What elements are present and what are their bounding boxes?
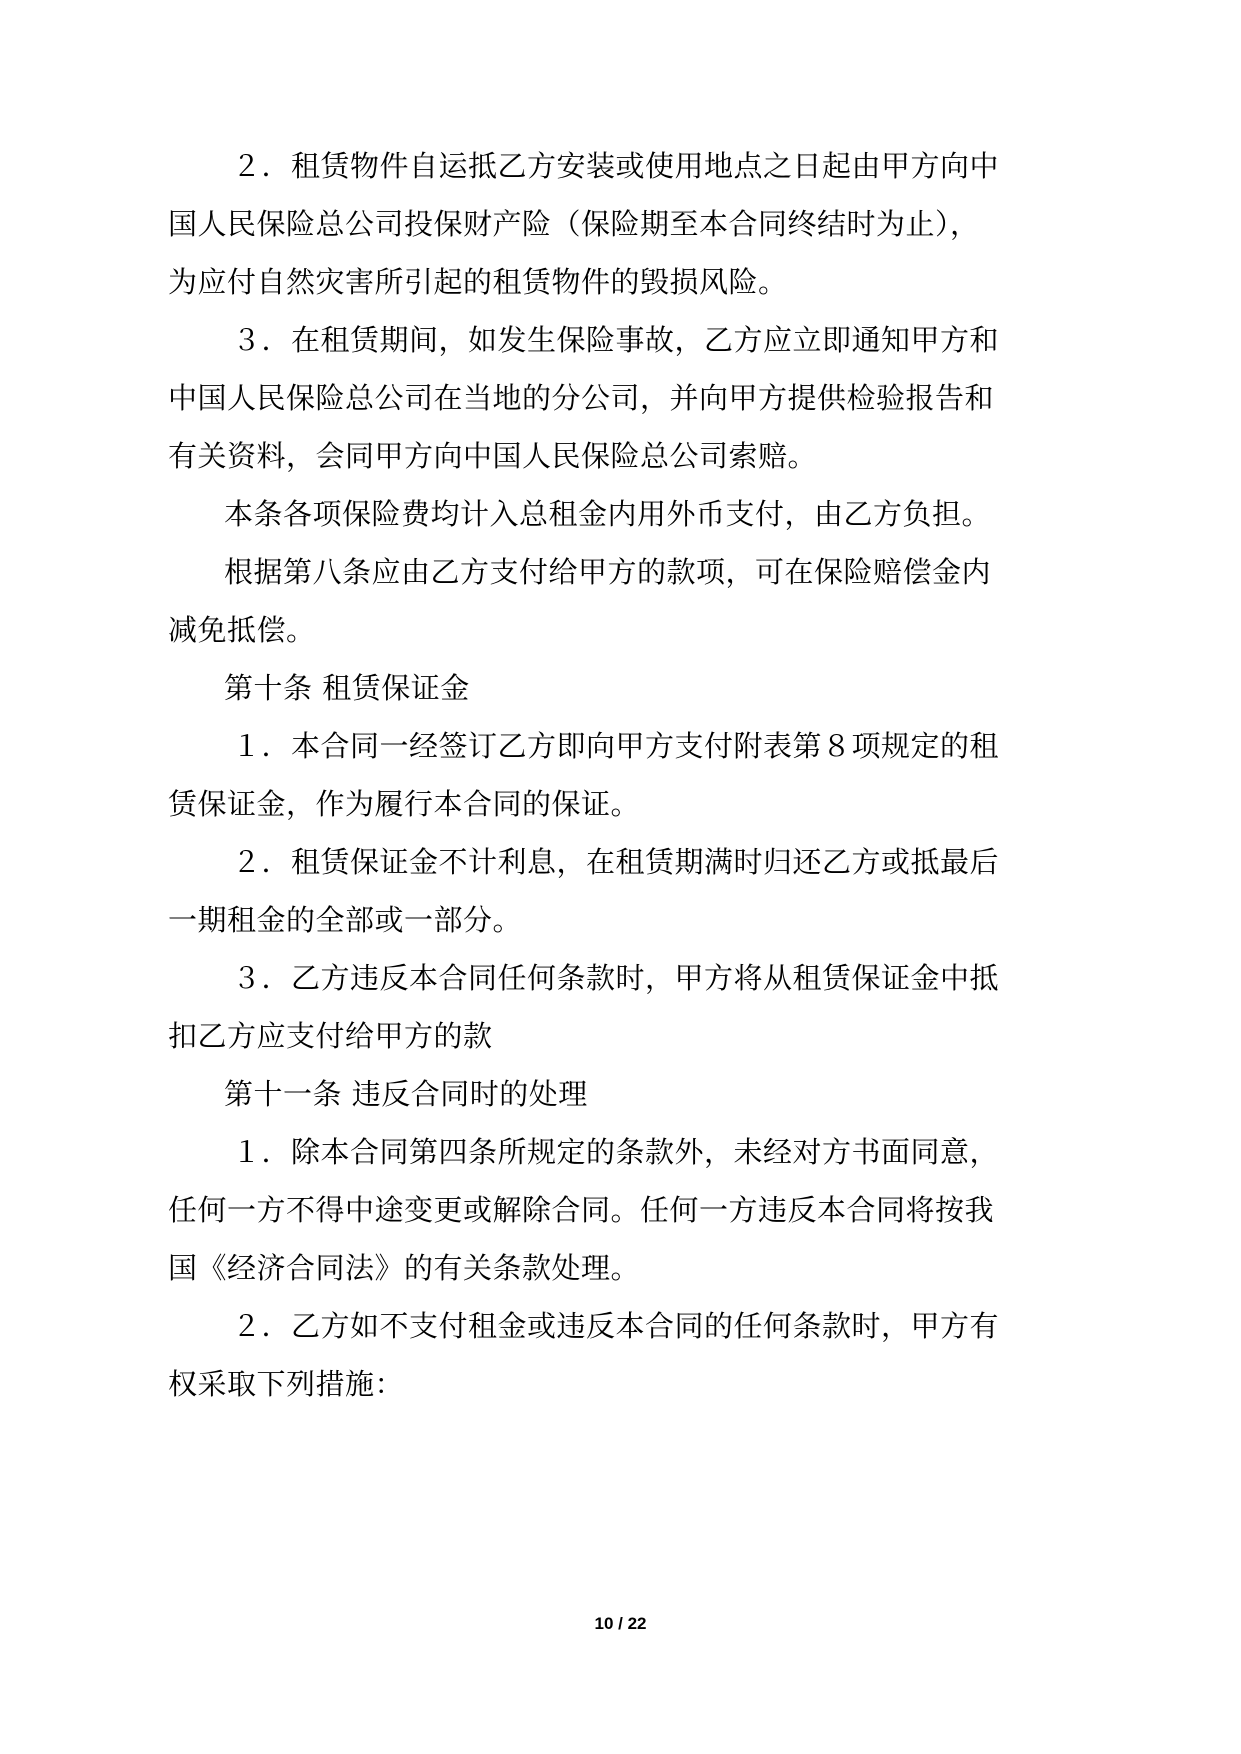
paragraph-6-line-2: 赁保证金，作为履行本合同的保证。 — [168, 787, 641, 821]
paragraph-11-line-2: 权采取下列措施： — [168, 1367, 405, 1401]
paragraph-10-line-1: １．除本合同第四条所规定的条款外，未经对方书面同意， — [232, 1135, 1000, 1169]
page-number: 10 / 22 — [594, 1614, 647, 1633]
paragraph-6-line-1: １．本合同一经签订乙方即向甲方支付附表第８项规定的租 — [232, 729, 1000, 763]
paragraph-2-line-1: ３．在租赁期间，如发生保险事故，乙方应立即通知甲方和 — [232, 323, 1000, 357]
paragraph-4-line-1: 根据第八条应由乙方支付给甲方的款项，可在保险赔偿金内 — [224, 555, 992, 589]
paragraph-11-line-1: ２．乙方如不支付租金或违反本合同的任何条款时，甲方有 — [232, 1309, 1000, 1343]
paragraph-10-line-3: 国《经济合同法》的有关条款处理。 — [168, 1251, 641, 1285]
paragraph-8-line-1: ３．乙方违反本合同任何条款时，甲方将从租赁保证金中抵 — [232, 961, 1000, 995]
paragraph-2-line-3: 有关资料，会同甲方向中国人民保险总公司索赔。 — [168, 439, 818, 473]
paragraph-3-line-1: 本条各项保险费均计入总租金内用外币支付，由乙方负担。 — [224, 497, 992, 531]
paragraph-1-line-1: ２．租赁物件自运抵乙方安装或使用地点之日起由甲方向中 — [232, 149, 1000, 183]
paragraph-1-line-3: 为应付自然灾害所引起的租赁物件的毁损风险。 — [168, 265, 788, 299]
paragraph-8-line-2: 扣乙方应支付给甲方的款 — [168, 1019, 493, 1053]
paragraph-7-line-2: 一期租金的全部或一部分。 — [168, 903, 523, 937]
paragraph-7-line-1: ２．租赁保证金不计利息，在租赁期满时归还乙方或抵最后 — [232, 845, 1000, 879]
section-heading-article-11: 第十一条 违反合同时的处理 — [224, 1077, 588, 1111]
paragraph-1-line-2: 国人民保险总公司投保财产险（保险期至本合同终结时为止）， — [168, 207, 980, 241]
section-heading-article-10: 第十条 租赁保证金 — [224, 671, 470, 705]
paragraph-2-line-2: 中国人民保险总公司在当地的分公司，并向甲方提供检验报告和 — [168, 381, 995, 415]
paragraph-10-line-2: 任何一方不得中途变更或解除合同。任何一方违反本合同将按我 — [168, 1193, 995, 1227]
paragraph-4-line-2: 减免抵偿。 — [168, 613, 316, 647]
